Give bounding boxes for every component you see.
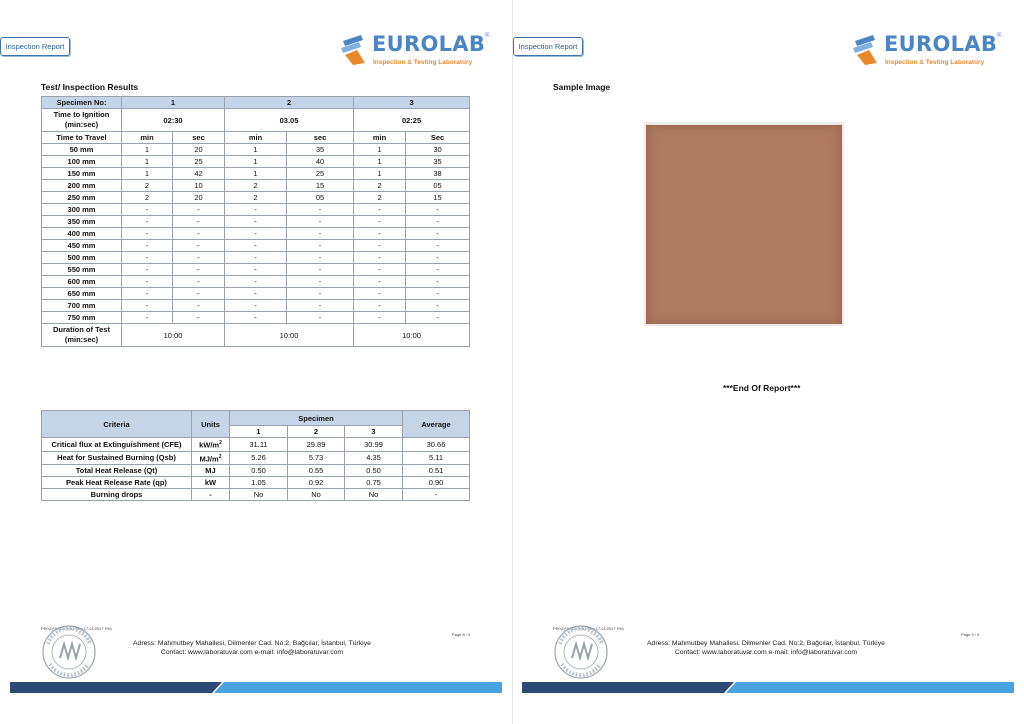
travel-distance: 50 mm: [42, 144, 122, 156]
contact-line: Contact: www.laboratuvar.com e-mail: info@laboratuvar.com: [160, 649, 344, 656]
unit-header: min: [354, 132, 406, 144]
travel-row: [42, 252, 470, 264]
travel-value: 1: [122, 144, 173, 156]
unit-header: sec: [173, 132, 225, 144]
travel-value: -: [354, 240, 406, 252]
travel-value: -: [287, 300, 354, 312]
criteria-value: 4.35: [345, 451, 403, 465]
unit-header: sec: [287, 132, 354, 144]
travel-value: -: [122, 312, 173, 324]
criteria-value: No: [345, 489, 403, 501]
travel-value: -: [287, 264, 354, 276]
logo-registered-mark: ®: [997, 33, 1002, 39]
address-line: Adress: Mahmutbey Mahallesi, Dilmenler Cad. No:2, Bağcılar, İstanbul, Türkiye: [647, 640, 885, 647]
logo-name: EUROLAB: [884, 32, 998, 56]
end-of-report: ***End Of Report***: [723, 383, 801, 393]
ignition-label: [42, 109, 122, 132]
travel-value: 2: [354, 180, 406, 192]
travel-value: -: [354, 300, 406, 312]
criteria-name: Critical flux at Extinguishment (CFE): [42, 438, 192, 452]
criteria-header: Criteria: [42, 411, 192, 438]
unit-superscript: 2: [218, 453, 222, 460]
travel-value: -: [122, 288, 173, 300]
travel-value: 25: [173, 156, 225, 168]
criteria-average: 30.66: [403, 438, 470, 452]
criteria-value: 30.99: [345, 438, 403, 452]
travel-value: 2: [354, 192, 406, 204]
travel-value: 20: [173, 192, 225, 204]
criteria-table: [41, 410, 470, 501]
criteria-average: 0.51: [403, 465, 470, 477]
travel-value: 1: [354, 168, 406, 180]
criteria-name: Burning drops: [42, 489, 192, 501]
unit-base: kW/m: [199, 440, 220, 450]
travel-row: [42, 168, 470, 180]
ignition-time-3: 02:25: [354, 109, 470, 132]
duration-1: 10:00: [122, 324, 225, 347]
footer-color-bar: [10, 682, 502, 693]
criteria-row: [42, 451, 470, 465]
travel-value: -: [225, 252, 287, 264]
travel-rows: [42, 144, 470, 324]
travel-distance: 500 mm: [42, 252, 122, 264]
travel-value: -: [406, 204, 470, 216]
travel-value: -: [287, 216, 354, 228]
criteria-unit: [192, 465, 230, 477]
travel-value: -: [173, 300, 225, 312]
travel-value: -: [173, 240, 225, 252]
travel-value: 40: [287, 156, 354, 168]
criteria-value: 5.26: [230, 451, 288, 465]
travel-value: 2: [122, 180, 173, 192]
units-header: Units: [192, 411, 230, 438]
criteria-row: [42, 477, 470, 489]
travel-distance: 400 mm: [42, 228, 122, 240]
travel-row: [42, 228, 470, 240]
travel-value: -: [173, 288, 225, 300]
travel-value: -: [406, 216, 470, 228]
section-title-sample-image: Sample Image: [553, 82, 611, 92]
travel-row: [42, 288, 470, 300]
criteria-unit: [192, 451, 230, 465]
travel-value: -: [354, 312, 406, 324]
criteria-value: 1.05: [230, 477, 288, 489]
unit-base: kW: [204, 478, 217, 487]
travel-value: -: [287, 228, 354, 240]
criteria-unit: [192, 438, 230, 452]
travel-value: 2: [122, 192, 173, 204]
travel-value: -: [122, 228, 173, 240]
criteria-value: 0.50: [345, 465, 403, 477]
travel-value: -: [173, 312, 225, 324]
criteria-value: 0.92: [288, 477, 345, 489]
specimen-number: 2: [288, 426, 345, 438]
travel-row: [42, 156, 470, 168]
criteria-value: 31.11: [230, 438, 288, 452]
logo-registered-mark: ®: [485, 33, 490, 39]
specimen-3-header: 3: [354, 97, 470, 109]
travel-value: 1: [354, 144, 406, 156]
travel-value: 35: [287, 144, 354, 156]
duration-3: 10:00: [354, 324, 470, 347]
average-header: Average: [403, 411, 470, 438]
travel-value: 05: [406, 180, 470, 192]
footer-color-bar: [522, 682, 1014, 693]
footer-code: PR03-F07/08 R:02 Rev 17.01.2017 R01: [553, 626, 625, 631]
page-number: Page 8 / 9: [452, 632, 471, 637]
travel-value: 05: [287, 192, 354, 204]
footer-code: PR03-F07/08 R:02 Rev 17.01.2017 R01: [41, 626, 113, 631]
travel-value: -: [406, 240, 470, 252]
page-number: Page 9 / 9: [961, 632, 980, 637]
criteria-value: 0.50: [230, 465, 288, 477]
travel-distance: 200 mm: [42, 180, 122, 192]
travel-value: -: [122, 276, 173, 288]
travel-value: -: [173, 252, 225, 264]
section-title-results: Test/ Inspection Results: [41, 82, 139, 92]
travel-value: -: [225, 240, 287, 252]
travel-value: 2: [225, 180, 287, 192]
travel-value: -: [406, 276, 470, 288]
travel-row: [42, 300, 470, 312]
travel-value: -: [225, 312, 287, 324]
travel-value: -: [406, 264, 470, 276]
specimen-no-header: Specimen No:: [42, 97, 122, 109]
travel-label: Time to Travel: [42, 132, 122, 144]
travel-value: 1: [225, 156, 287, 168]
travel-row: [42, 264, 470, 276]
unit-base: MJ: [205, 466, 216, 475]
criteria-value: No: [288, 489, 345, 501]
travel-distance: 700 mm: [42, 300, 122, 312]
travel-row: [42, 204, 470, 216]
travel-value: 1: [122, 156, 173, 168]
eurolab-logo: [339, 31, 489, 69]
travel-value: -: [225, 264, 287, 276]
specimen-header: Specimen: [230, 411, 403, 426]
specimen-number: 1: [230, 426, 288, 438]
travel-value: -: [173, 228, 225, 240]
travel-value: -: [287, 312, 354, 324]
travel-value: -: [173, 204, 225, 216]
contact-line: Contact: www.laboratuvar.com e-mail: info@laboratuvar.com: [674, 649, 858, 656]
ignition-time-2: 03.05: [225, 109, 354, 132]
eurolab-logo-icon: [851, 31, 881, 65]
travel-value: -: [225, 288, 287, 300]
travel-distance: 750 mm: [42, 312, 122, 324]
travel-value: 10: [173, 180, 225, 192]
travel-value: 25: [287, 168, 354, 180]
travel-value: 1: [354, 156, 406, 168]
criteria-row: [42, 489, 470, 501]
footer-address: [133, 639, 371, 657]
criteria-average: -: [403, 489, 470, 501]
travel-value: -: [406, 300, 470, 312]
travel-value: 15: [287, 180, 354, 192]
travel-distance: 550 mm: [42, 264, 122, 276]
travel-row: [42, 192, 470, 204]
unit-header: Sec: [406, 132, 470, 144]
ignition-time-1: 02:30: [122, 109, 225, 132]
criteria-row: [42, 438, 470, 452]
travel-value: 42: [173, 168, 225, 180]
criteria-name: Heat for Sustained Burning (Qsb): [42, 451, 192, 465]
travel-value: -: [406, 252, 470, 264]
travel-row: [42, 144, 470, 156]
travel-value: -: [225, 228, 287, 240]
unit-base: MJ/m: [199, 454, 219, 463]
unit-superscript: 2: [219, 440, 222, 446]
travel-value: 35: [406, 156, 470, 168]
duration-label-line1: Duration of Test: [53, 325, 110, 334]
ignition-label-line1: Time to Ignition: [53, 110, 110, 119]
specimen-1-header: 1: [122, 97, 225, 109]
travel-value: -: [406, 312, 470, 324]
address-line: Adress: Mahmutbey Mahallesi, Dilmenler Cad. No:2, Bağcılar, İstanbul, Türkiye: [133, 640, 371, 647]
travel-distance: 450 mm: [42, 240, 122, 252]
travel-value: -: [354, 252, 406, 264]
logo-tagline: Inspection & Testing Laboratory: [373, 59, 473, 66]
criteria-unit: [192, 489, 230, 501]
travel-distance: 150 mm: [42, 168, 122, 180]
travel-row: [42, 312, 470, 324]
travel-value: -: [406, 228, 470, 240]
travel-value: -: [287, 240, 354, 252]
eurolab-logo: [851, 31, 1001, 69]
approval-stamp-icon: [550, 624, 612, 680]
travel-value: 38: [406, 168, 470, 180]
travel-distance: 250 mm: [42, 192, 122, 204]
travel-value: 2: [225, 192, 287, 204]
travel-value: 15: [406, 192, 470, 204]
travel-value: -: [225, 204, 287, 216]
travel-value: -: [354, 204, 406, 216]
travel-value: -: [354, 228, 406, 240]
logo-name: EUROLAB: [372, 32, 486, 56]
travel-value: -: [225, 216, 287, 228]
inspection-report-tab: Inspection Report: [0, 37, 70, 56]
unit-header: min: [122, 132, 173, 144]
criteria-unit: [192, 477, 230, 489]
duration-2: 10:00: [225, 324, 354, 347]
travel-value: -: [225, 276, 287, 288]
travel-distance: 650 mm: [42, 288, 122, 300]
logo-tagline: Inspection & Testing Laboratory: [885, 59, 985, 66]
travel-value: -: [354, 216, 406, 228]
travel-value: -: [354, 264, 406, 276]
travel-value: -: [122, 204, 173, 216]
specimen-number: 3: [345, 426, 403, 438]
results-table: [41, 96, 470, 347]
unit-base: -: [209, 490, 212, 499]
criteria-average: 0.90: [403, 477, 470, 489]
travel-value: -: [287, 276, 354, 288]
travel-value: -: [122, 252, 173, 264]
travel-row: [42, 240, 470, 252]
criteria-average: 5.11: [403, 451, 470, 465]
sample-board: [646, 125, 842, 324]
travel-value: -: [122, 300, 173, 312]
travel-value: -: [122, 216, 173, 228]
travel-value: -: [287, 252, 354, 264]
travel-value: -: [225, 300, 287, 312]
travel-row: [42, 216, 470, 228]
criteria-rows: [42, 438, 470, 501]
footer-address: [647, 639, 885, 657]
criteria-name: Peak Heat Release Rate (qp): [42, 477, 192, 489]
criteria-value: No: [230, 489, 288, 501]
travel-value: -: [287, 204, 354, 216]
approval-stamp-icon: [38, 624, 100, 680]
criteria-row: [42, 465, 470, 477]
criteria-value: 0.75: [345, 477, 403, 489]
unit-header: min: [225, 132, 287, 144]
travel-value: -: [354, 276, 406, 288]
specimen-2-header: 2: [225, 97, 354, 109]
travel-distance: 100 mm: [42, 156, 122, 168]
travel-value: -: [122, 240, 173, 252]
travel-value: 1: [122, 168, 173, 180]
travel-value: 30: [406, 144, 470, 156]
travel-value: -: [406, 288, 470, 300]
travel-row: [42, 276, 470, 288]
travel-distance: 600 mm: [42, 276, 122, 288]
criteria-value: 29.89: [288, 438, 345, 452]
eurolab-logo-icon: [339, 31, 369, 65]
travel-value: -: [173, 216, 225, 228]
travel-distance: 300 mm: [42, 204, 122, 216]
sample-image: [644, 122, 844, 326]
travel-value: 1: [225, 144, 287, 156]
travel-value: -: [173, 276, 225, 288]
ignition-label-line2: (min:sec): [64, 120, 99, 129]
travel-row: [42, 180, 470, 192]
travel-distance: 350 mm: [42, 216, 122, 228]
travel-value: 1: [225, 168, 287, 180]
inspection-report-tab: Inspection Report: [513, 37, 583, 56]
travel-value: -: [287, 288, 354, 300]
report-page-9: [512, 0, 1024, 724]
duration-label: [42, 324, 122, 347]
criteria-value: 5.73: [288, 451, 345, 465]
duration-label-line2: (min:sec): [64, 335, 99, 344]
travel-value: -: [173, 264, 225, 276]
criteria-name: Total Heat Release (Qt): [42, 465, 192, 477]
travel-value: -: [354, 288, 406, 300]
travel-value: -: [122, 264, 173, 276]
criteria-value: 0.55: [288, 465, 345, 477]
travel-value: 20: [173, 144, 225, 156]
